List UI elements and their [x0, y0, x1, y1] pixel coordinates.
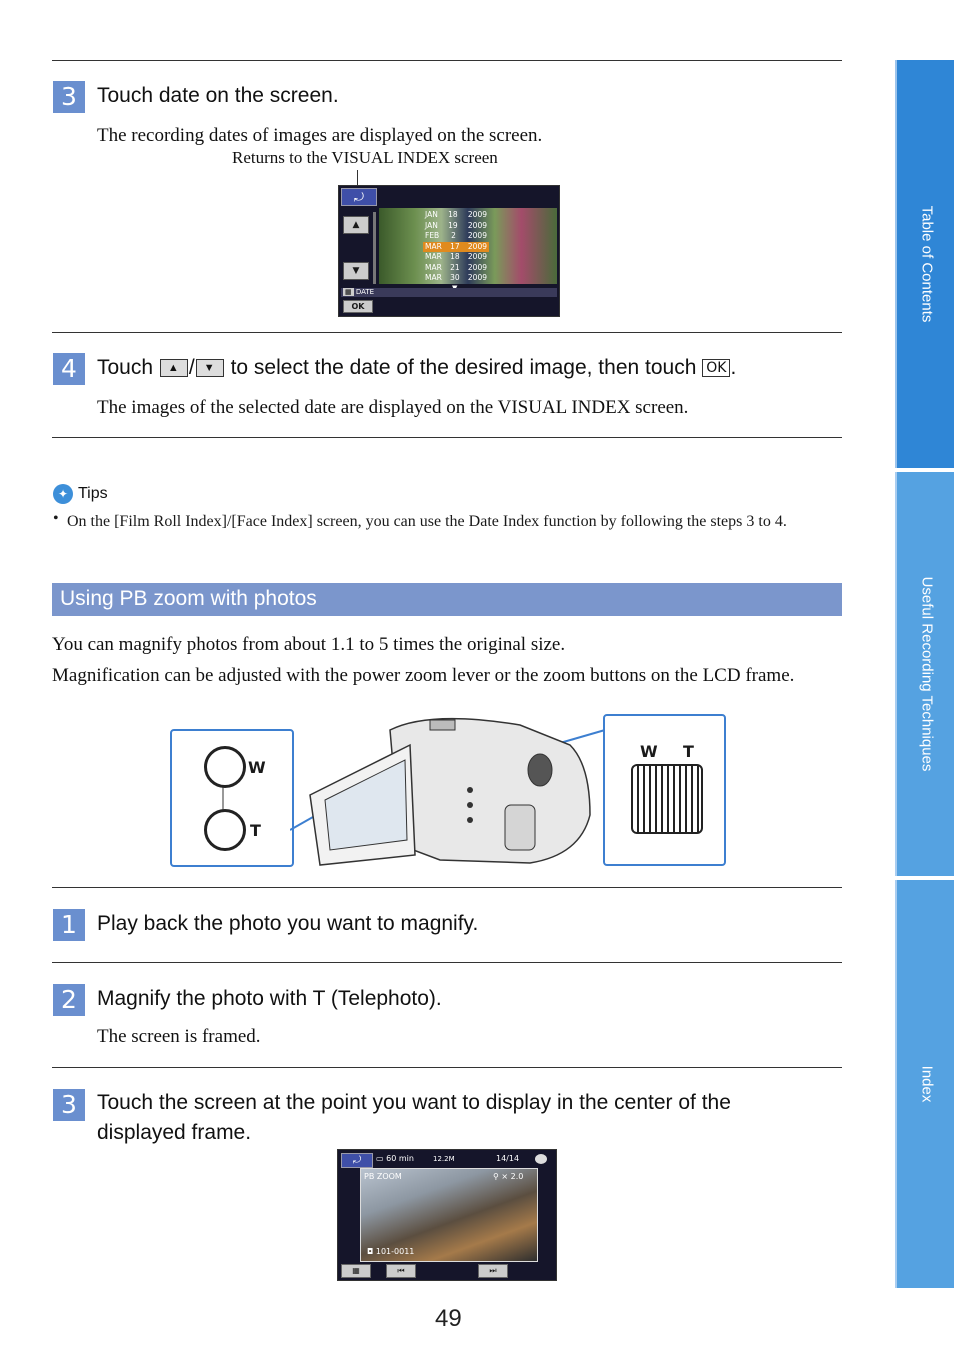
- section-title: Using PB zoom with photos: [60, 587, 317, 610]
- date-month: MAR: [425, 273, 442, 282]
- sidebar-tab-useful-recording[interactable]: [895, 472, 954, 876]
- tips-heading: Tips: [78, 485, 108, 502]
- date-list[interactable]: [423, 210, 489, 284]
- date-month: JAN: [425, 210, 438, 219]
- photo-frame[interactable]: [360, 1168, 538, 1262]
- date-day: 17: [450, 241, 460, 251]
- date-day: 18: [450, 252, 460, 261]
- step-number: 2: [53, 984, 85, 1016]
- step-title-line-2: displayed frame.: [97, 1121, 252, 1144]
- sidebar-tab-toc-label: Table of Contents: [918, 205, 935, 323]
- media-icon: [535, 1154, 547, 1164]
- w-button-icon: [204, 746, 246, 788]
- intro-line-1: You can magnify photos from about 1.1 to 5 times the original size.: [52, 634, 566, 655]
- date-year: 2009: [467, 252, 487, 261]
- file-number: [367, 1247, 414, 1256]
- step-rest-text: to select the date of the desired image, then touch: [230, 356, 697, 379]
- date-year: 2009: [467, 220, 487, 230]
- date-day: 19: [448, 220, 458, 230]
- date-row[interactable]: [423, 273, 489, 284]
- zoom-value: × 2.0: [501, 1172, 524, 1181]
- date-day: 18: [448, 210, 458, 219]
- date-year: 2009: [467, 241, 487, 251]
- date-row[interactable]: [423, 252, 489, 263]
- callout-label: Returns to the VISUAL INDEX screen: [232, 148, 498, 167]
- sidebar-tab-index[interactable]: [895, 880, 954, 1288]
- scroll-track[interactable]: [373, 212, 376, 284]
- intro-line-2: Magnification can be adjusted with the power zoom lever or the zoom buttons on the LCD frame.: [52, 665, 795, 686]
- up-button-icon: ▲: [160, 359, 188, 377]
- slash: /: [188, 356, 195, 379]
- step-title: Magnify the photo with T (Telephoto).: [97, 987, 442, 1010]
- prev-button[interactable]: ⏮: [386, 1264, 416, 1278]
- zoom-level: [493, 1172, 523, 1181]
- sidebar-tab-useful-label: Useful Recording Techniques: [918, 576, 935, 772]
- page-number: 49: [435, 1305, 462, 1332]
- step-title: [97, 356, 736, 380]
- zoom-lever-icon: [631, 764, 703, 834]
- pb-zoom-label: PB ZOOM: [364, 1172, 402, 1181]
- step-title-line-1: Touch the screen at the point you want to display in the center of the: [97, 1091, 731, 1114]
- pb-zoom-screen: [337, 1149, 557, 1281]
- image-size: 12.2M: [433, 1155, 455, 1163]
- step-touch-word: Touch: [97, 356, 154, 379]
- back-button[interactable]: ⤾: [341, 1153, 373, 1168]
- date-month: FEB: [425, 231, 440, 240]
- image-counter: 14/14: [496, 1154, 520, 1163]
- divider: [52, 60, 842, 61]
- divider: [52, 1067, 842, 1068]
- sidebar-tab-toc[interactable]: [895, 60, 954, 468]
- file-number-text: 101-0011: [375, 1247, 415, 1256]
- date-row[interactable]: [423, 210, 489, 221]
- tips-icon: ✦: [53, 484, 73, 504]
- step-description: The images of the selected date are displayed on the VISUAL INDEX screen.: [97, 397, 689, 418]
- step-number: 4: [53, 353, 85, 385]
- step-number: 3: [53, 1089, 85, 1121]
- date-row[interactable]: [423, 263, 489, 274]
- date-row[interactable]: [423, 242, 489, 253]
- step-title: Play back the photo you want to magnify.: [97, 912, 479, 935]
- divider: [52, 887, 842, 888]
- date-month: JAN: [425, 220, 438, 230]
- ok-button-icon: OK: [702, 359, 730, 377]
- zoom-lever-callout: [603, 714, 726, 866]
- date-mode-label: DATE: [355, 288, 375, 296]
- t-button-icon: [204, 809, 246, 851]
- step-number: 3: [53, 81, 85, 113]
- zoom-lever-t-label: T: [683, 742, 694, 761]
- magnifier-icon: ⚲: [493, 1172, 499, 1181]
- ok-button[interactable]: OK: [343, 300, 373, 313]
- date-month: MAR: [425, 252, 442, 261]
- step-title: Touch date on the screen.: [97, 84, 339, 107]
- step-number: 1: [53, 909, 85, 941]
- zoom-lever-w-label: W: [640, 742, 658, 761]
- tips-item: On the [Film Roll Index]/[Face Index] screen, you can use the Date Index function by following the steps 3 to 4.: [67, 513, 787, 530]
- date-mode-icon: ▦: [345, 288, 352, 296]
- date-year: 2009: [467, 273, 487, 282]
- date-index-screen: [338, 185, 560, 317]
- zoom-buttons-callout: [170, 729, 294, 867]
- w-button-label: W: [248, 758, 266, 777]
- camcorder-illustration: [290, 705, 610, 870]
- sidebar-tab-index-label: Index: [918, 1065, 935, 1103]
- divider: [52, 437, 842, 438]
- date-year: 2009: [467, 231, 487, 240]
- battery-indicator: ▭ 60 min: [376, 1154, 414, 1163]
- back-button[interactable]: ⤾: [341, 188, 377, 206]
- down-button-icon: ▼: [196, 359, 224, 377]
- t-button-label: T: [250, 821, 261, 840]
- date-month: MAR: [425, 241, 442, 251]
- next-button[interactable]: ⏭: [478, 1264, 508, 1278]
- date-day: 2: [451, 231, 456, 240]
- step-description: The recording dates of images are displayed on the screen.: [97, 125, 543, 146]
- mode-bar: [341, 288, 557, 297]
- section-bar: [52, 583, 842, 616]
- date-day: 30: [450, 273, 460, 282]
- divider: [52, 962, 842, 963]
- camera-icon: ◘: [367, 1247, 374, 1256]
- scroll-down-button[interactable]: ▼: [343, 262, 369, 280]
- divider: [52, 332, 842, 333]
- callout-line: [357, 170, 358, 186]
- step-description: The screen is framed.: [97, 1026, 261, 1047]
- scroll-up-button[interactable]: ▲: [343, 216, 369, 234]
- date-row[interactable]: [423, 231, 489, 242]
- index-button[interactable]: ▦: [341, 1264, 371, 1278]
- period: .: [730, 356, 737, 379]
- date-month: MAR: [425, 262, 442, 272]
- battery-text: 60 min: [386, 1154, 414, 1163]
- tips-bullet: •: [53, 510, 59, 527]
- date-year: 2009: [467, 210, 487, 219]
- date-year: 2009: [467, 262, 487, 272]
- date-row[interactable]: [423, 221, 489, 232]
- date-day: 21: [450, 262, 460, 272]
